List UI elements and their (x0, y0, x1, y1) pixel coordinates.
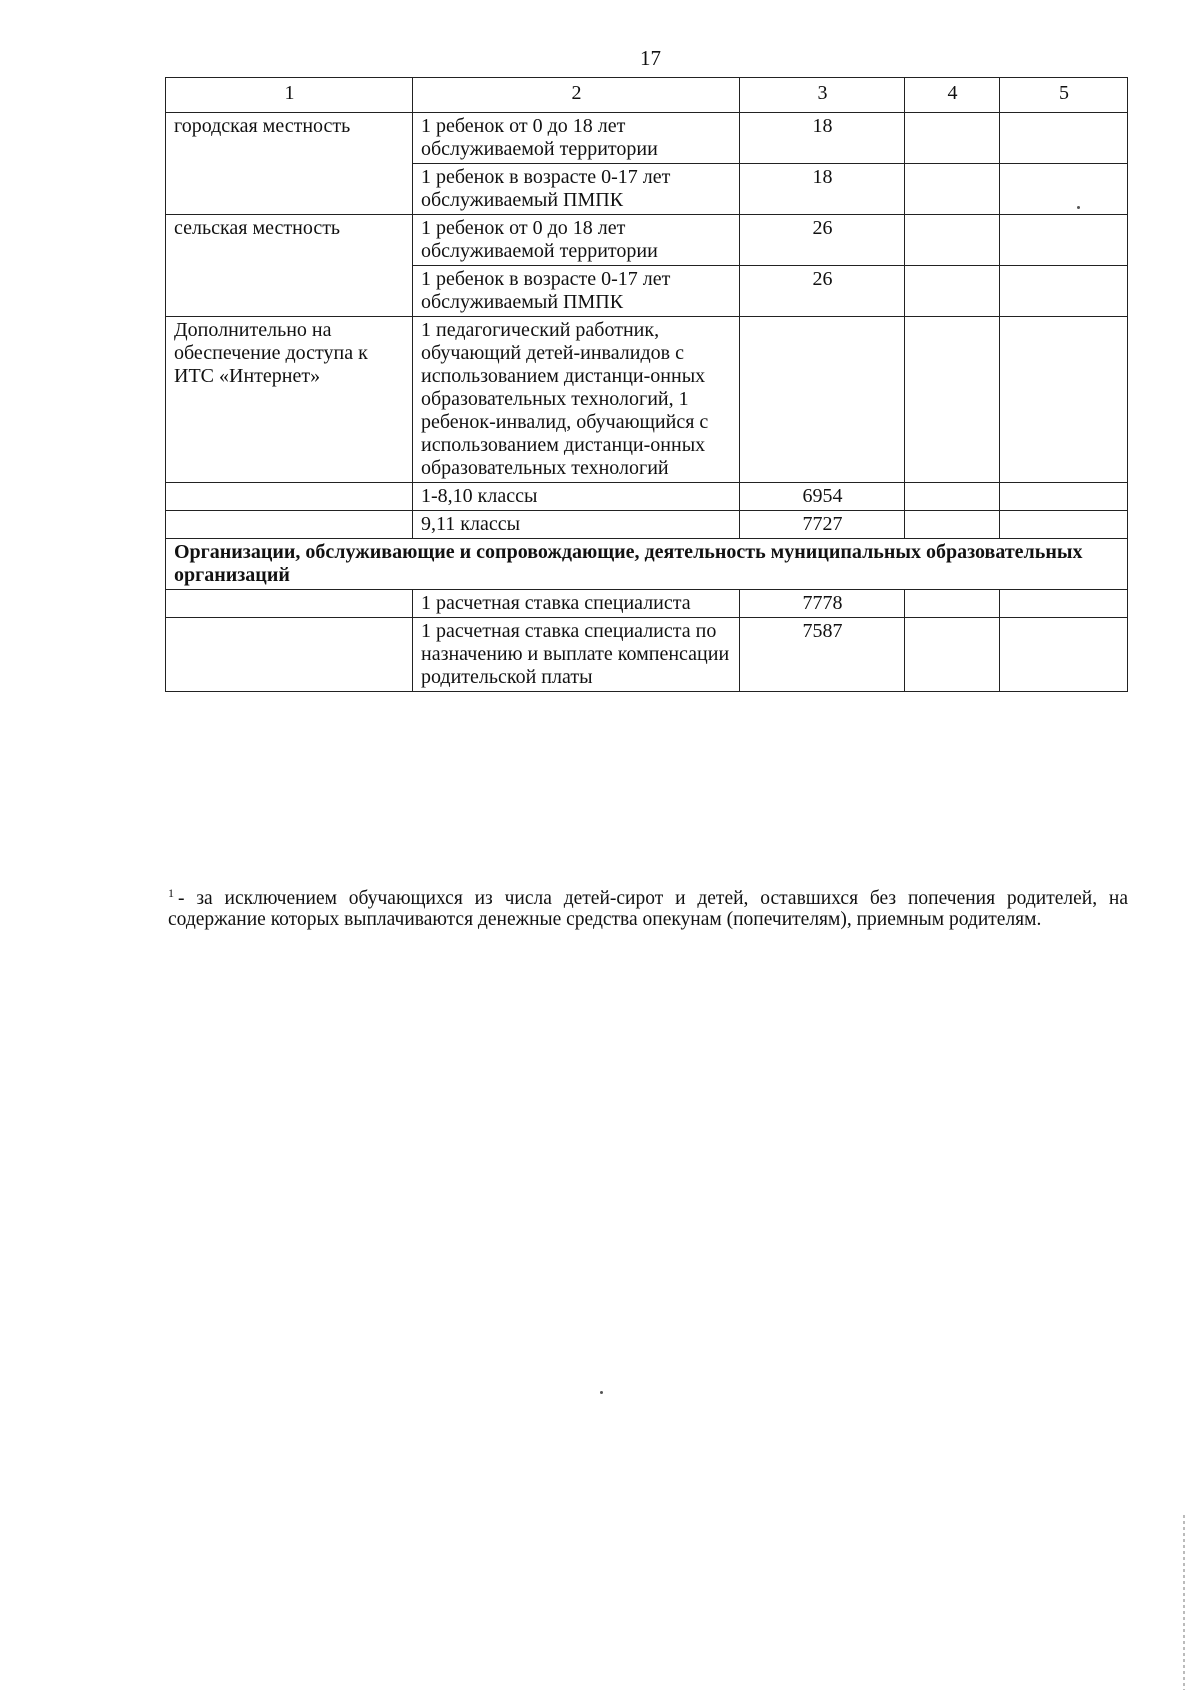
footnote (168, 883, 1128, 930)
page-number: 17 (640, 46, 661, 70)
row-description: 1 ребенок от 0 до 18 лет обслуживаемой территории (413, 113, 740, 164)
table-row (166, 483, 1128, 511)
empty-cell (1000, 113, 1128, 164)
row-label-rural: сельская местность (166, 215, 413, 317)
table-row (166, 113, 1128, 164)
row-value: 26 (740, 215, 905, 266)
table-header-row (166, 78, 1128, 113)
row-value: 26 (740, 266, 905, 317)
row-value: 7778 (740, 590, 905, 618)
empty-cell (1000, 215, 1128, 266)
row-value: 18 (740, 113, 905, 164)
row-description: 9,11 классы (413, 511, 740, 539)
column-number: 2 (413, 78, 740, 113)
row-value (740, 317, 905, 483)
empty-cell (905, 618, 1000, 692)
row-description: 1 расчетная ставка специалиста (413, 590, 740, 618)
empty-cell (1000, 511, 1128, 539)
empty-cell (166, 590, 413, 618)
row-description: 1 ребенок в возрасте 0-17 лет обслуживаемый ПМПК (413, 164, 740, 215)
empty-cell (166, 511, 413, 539)
row-label-urban: городская местность (166, 113, 413, 215)
table-row (166, 317, 1128, 483)
empty-cell (905, 511, 1000, 539)
table-row (166, 511, 1128, 539)
empty-cell (905, 317, 1000, 483)
row-value: 7587 (740, 618, 905, 692)
empty-cell (905, 113, 1000, 164)
table-row (166, 215, 1128, 266)
empty-cell (905, 215, 1000, 266)
empty-cell (1000, 317, 1128, 483)
section-row (166, 539, 1128, 590)
empty-cell (166, 618, 413, 692)
empty-cell (1000, 483, 1128, 511)
empty-cell (1000, 590, 1128, 618)
footnote-text: - за исключением обучающихся из числа детей-сирот и детей, оставшихся без попечения родителей, на содержание которых выплачиваются денежные средства опекунам (попечителям), приемным родителям. (168, 888, 1128, 930)
section-title: Организации, обслуживающие и сопровождающие, деятельность муниципальных образовательных организаций (166, 539, 1128, 590)
empty-cell (1000, 618, 1128, 692)
empty-cell (905, 483, 1000, 511)
column-number: 3 (740, 78, 905, 113)
empty-cell (1000, 164, 1128, 215)
scan-edge-artifact (1183, 1515, 1185, 1690)
column-number: 1 (166, 78, 413, 113)
scan-speck (1077, 206, 1080, 209)
norms-table (165, 77, 1128, 692)
column-number: 5 (1000, 78, 1128, 113)
empty-cell (1000, 266, 1128, 317)
row-description: 1 ребенок в возрасте 0-17 лет обслуживаемый ПМПК (413, 266, 740, 317)
footnote-marker: 1 (168, 886, 174, 900)
row-description: 1 педагогический работник, обучающий детей-инвалидов с использованием дистанци-онных образовательных технологий, 1 ребенок-инвалид, обучающийся с использованием дистанци-онных образовательных технологий (413, 317, 740, 483)
row-description: 1-8,10 классы (413, 483, 740, 511)
empty-cell (166, 483, 413, 511)
row-value: 7727 (740, 511, 905, 539)
row-description: 1 ребенок от 0 до 18 лет обслуживаемой территории (413, 215, 740, 266)
row-label-internet: Дополнительно на обеспечение доступа к ИТС «Интернет» (166, 317, 413, 483)
empty-cell (905, 164, 1000, 215)
table-row (166, 590, 1128, 618)
table-row (166, 618, 1128, 692)
row-description: 1 расчетная ставка специалиста по назначению и выплате компенсации родительской платы (413, 618, 740, 692)
scan-speck (600, 1391, 603, 1394)
row-value: 18 (740, 164, 905, 215)
empty-cell (905, 590, 1000, 618)
empty-cell (905, 266, 1000, 317)
column-number: 4 (905, 78, 1000, 113)
row-value: 6954 (740, 483, 905, 511)
